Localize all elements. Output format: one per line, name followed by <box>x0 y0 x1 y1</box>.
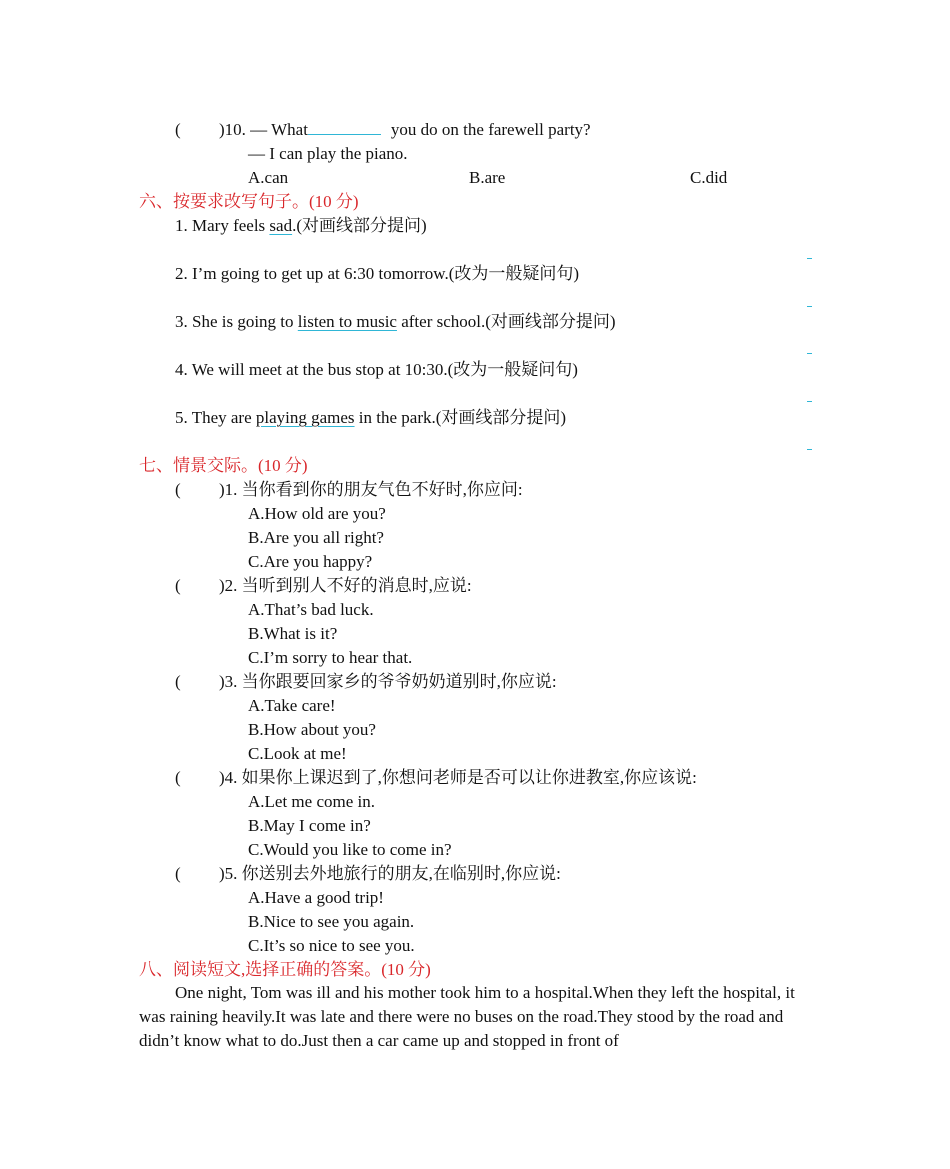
rewrite-item-3 <box>175 311 616 333</box>
option-b: B.How about you? <box>248 720 376 739</box>
answer-paren[interactable]: ( <box>175 480 181 499</box>
q10-question <box>175 119 591 141</box>
section-8-heading: 八、阅读短文,选择正确的答案。(10 分) <box>139 960 431 979</box>
option-a: A.Take care! <box>248 696 336 715</box>
dialog-question-2 <box>175 575 472 597</box>
underlined-phrase: listen to music <box>297 312 397 331</box>
item-text: 2. I’m going to get up at 6:30 tomorrow.(改为一般疑问句) <box>175 264 580 283</box>
question-text: )2. 当听到别人不好的消息时,应说: <box>219 576 472 595</box>
option-b: B.May I come in? <box>248 816 371 835</box>
dialog-question-3 <box>175 671 557 693</box>
dialog-question-1 <box>175 479 523 501</box>
option-b: B.Are you all right? <box>248 528 384 547</box>
section-6-heading: 六、按要求改写句子。(10 分) <box>139 192 359 211</box>
q10-option-b: B.are <box>469 168 506 187</box>
question-text: )1. 当你看到你的朋友气色不好时,你应问: <box>219 480 523 499</box>
dialog-question-5 <box>175 863 561 885</box>
item-text: in the park.(对画线部分提问) <box>354 408 567 427</box>
answer-line-marker <box>807 353 812 354</box>
question-text: )5. 你送别去外地旅行的朋友,在临别时,你应说: <box>219 864 561 883</box>
fill-blank[interactable] <box>308 120 381 135</box>
answer-line-marker <box>807 258 812 259</box>
answer-paren[interactable]: ( <box>175 576 181 595</box>
option-c: C.I’m sorry to hear that. <box>248 648 413 667</box>
answer-paren[interactable]: ( <box>175 864 181 883</box>
option-a: A.How old are you? <box>248 504 386 523</box>
item-text: 5. They are <box>175 408 256 427</box>
answer-paren[interactable]: ( <box>175 768 181 787</box>
item-text: after school.(对画线部分提问) <box>396 312 616 331</box>
option-a: A.Let me come in. <box>248 792 375 811</box>
answer-paren[interactable]: ( <box>175 672 181 691</box>
rewrite-item-2 <box>175 263 579 285</box>
q10-answer: — I can play the piano. <box>248 144 408 163</box>
q10-option-c: C.did <box>690 168 728 187</box>
q10-prefix: )10. — What <box>219 120 308 139</box>
rewrite-item-4 <box>175 359 578 381</box>
section-7-heading: 七、情景交际。(10 分) <box>139 456 308 475</box>
item-text: .(对画线部分提问) <box>292 216 427 235</box>
answer-line-marker <box>807 401 812 402</box>
answer-line-marker <box>807 449 812 450</box>
answer-line-marker <box>807 306 812 307</box>
underlined-phrase: playing games <box>255 408 355 427</box>
q10-suffix: you do on the farewell party? <box>390 120 591 139</box>
answer-paren[interactable]: ( <box>175 120 181 139</box>
q10-option-a: A.can <box>248 168 289 187</box>
reading-passage: One night, Tom was ill and his mother took him to a hospital.When they left the hospital, it was raining heavily.It was late and there were no buses on the road.They stood by the road and didn’t know what to do.Just then a car came up and stopped in front of <box>139 983 795 1050</box>
option-a: A.That’s bad luck. <box>248 600 374 619</box>
item-text: 1. Mary feels <box>175 216 270 235</box>
question-text: )4. 如果你上课迟到了,你想问老师是否可以让你进教室,你应该说: <box>219 768 697 787</box>
dialog-question-4 <box>175 767 697 789</box>
question-text: )3. 当你跟要回家乡的爷爷奶奶道别时,你应说: <box>219 672 557 691</box>
option-c: C.Are you happy? <box>248 552 373 571</box>
option-c: C.Look at me! <box>248 744 347 763</box>
option-b: B.Nice to see you again. <box>248 912 415 931</box>
item-text: 4. We will meet at the bus stop at 10:30.(改为一般疑问句) <box>175 360 578 379</box>
option-c: C.Would you like to come in? <box>248 840 452 859</box>
underlined-phrase: sad <box>269 216 293 235</box>
option-b: B.What is it? <box>248 624 338 643</box>
option-c: C.It’s so nice to see you. <box>248 936 415 955</box>
item-text: 3. She is going to <box>175 312 298 331</box>
option-a: A.Have a good trip! <box>248 888 384 907</box>
rewrite-item-1 <box>175 215 427 237</box>
rewrite-item-5 <box>175 407 566 429</box>
